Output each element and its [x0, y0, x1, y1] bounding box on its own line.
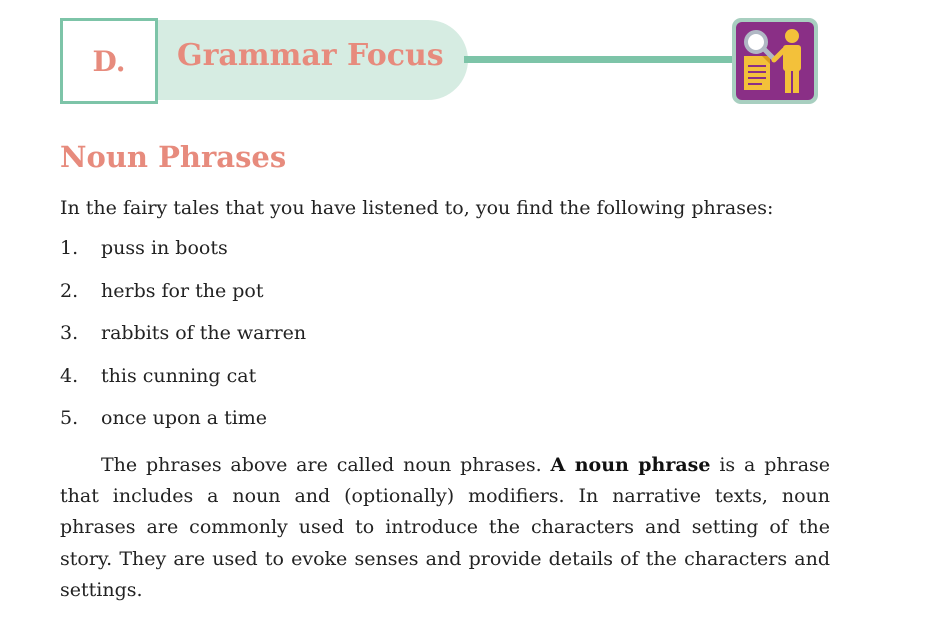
definition-paragraph: [60, 450, 830, 606]
list-item-text: once upon a time: [101, 407, 268, 429]
paragraph-text-rest: is a phrase that includes a noun and (optionally) modifiers. In narrative texts, noun phrases are commonly used to introduce the characters and setting of the story. They are used to evoke senses and provide details of the characters and settings.: [60, 454, 831, 601]
header-divider-line: [464, 56, 736, 63]
list-item-text: rabbits of the warren: [101, 322, 307, 344]
subheading-noun-phrases: Noun Phrases: [60, 140, 287, 174]
list-item: [60, 365, 306, 408]
list-item-text: herbs for the pot: [101, 279, 264, 302]
list-item-number: 1.: [60, 237, 79, 259]
grammar-research-icon: [732, 18, 818, 104]
list-item-number: 5.: [60, 407, 79, 429]
section-title: Grammar Focus: [177, 38, 444, 73]
paragraph-text-start: The phrases above are called noun phrases.: [101, 454, 551, 476]
grammar-research-icon-graphic: [736, 22, 814, 100]
list-item-text: this cunning cat: [101, 364, 257, 387]
list-item: [60, 322, 306, 365]
list-item-number: 4.: [60, 364, 79, 387]
list-item: [60, 237, 306, 280]
list-item: [60, 280, 306, 323]
list-item-number: 2.: [60, 279, 79, 302]
phrase-list: [60, 237, 306, 450]
list-item: [60, 407, 306, 450]
defined-term: A noun phrase: [550, 454, 711, 476]
intro-sentence: In the fairy tales that you have listened to, you find the following phrases:: [60, 197, 774, 219]
list-item-text: puss in boots: [101, 237, 228, 259]
list-item-number: 3.: [60, 322, 79, 344]
section-header: [60, 18, 830, 106]
section-letter-box: [60, 18, 158, 104]
section-letter: D.: [92, 44, 126, 78]
